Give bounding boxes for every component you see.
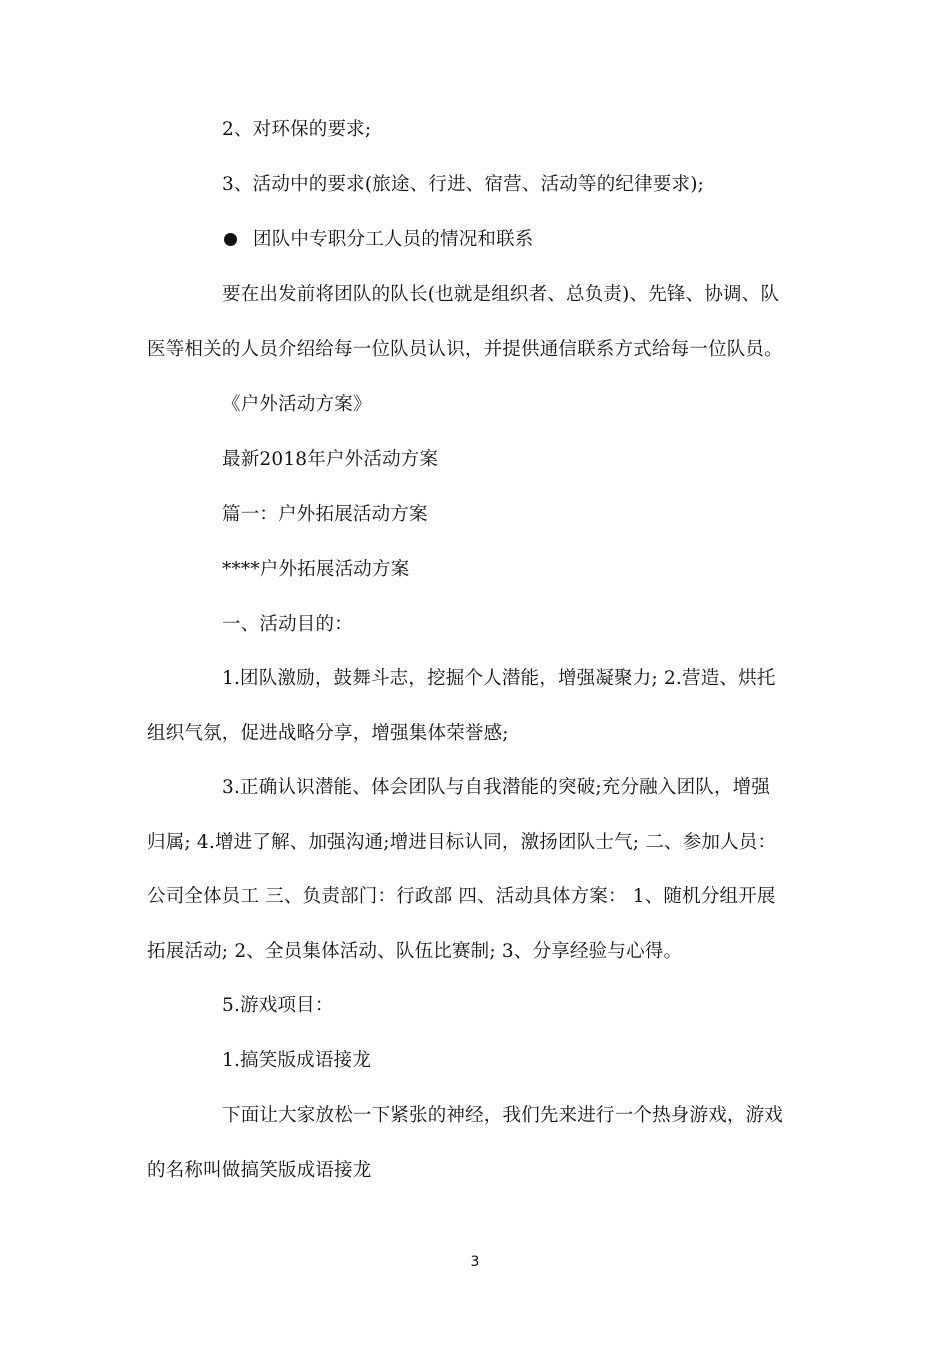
- text-line: 2、对环保的要求;: [222, 119, 372, 140]
- text-line: 篇一：户外拓展活动方案: [222, 504, 428, 525]
- text-line: 拓展活动; 2、全员集体活动、队伍比赛制; 3、分享经验与心得。: [147, 941, 683, 962]
- page-number: 3: [470, 1254, 480, 1270]
- text-line: 组织气氛，促进战略分享，增强集体荣誉感;: [147, 723, 509, 744]
- text-line: 医等相关的人员介绍给每一位队员认识，并提供通信联系方式给每一位队员。: [147, 339, 783, 360]
- text-line: 的名称叫做搞笑版成语接龙: [147, 1160, 372, 1181]
- text-line: 1.团队激励，鼓舞斗志，挖掘个人潜能，增强凝聚力; 2.营造、烘托: [222, 668, 776, 689]
- text-line: 下面让大家放松一下紧张的神经，我们先来进行一个热身游戏，游戏: [222, 1105, 784, 1126]
- text-line: 公司全体员工 三、负责部门：行政部 四、活动具体方案： 1、随机分组开展: [147, 886, 776, 907]
- text-line: 归属; 4.增进了解、加强沟通;增进目标认同，激扬团队士气; 二、参加人员：: [147, 832, 777, 853]
- text-line: 《户外活动方案》: [222, 394, 372, 415]
- text-line: ****户外拓展活动方案: [222, 559, 410, 580]
- text-line: 一、活动目的：: [222, 614, 353, 635]
- text-line: 5.游戏项目：: [222, 995, 334, 1016]
- text-line: 最新2018年户外活动方案: [222, 449, 439, 470]
- text-line: 3、活动中的要求(旅途、行进、宿营、活动等的纪律要求);: [222, 174, 705, 195]
- text-line: 要在出发前将团队的队长(也就是组织者、总负责)、先锋、协调、队: [222, 284, 780, 305]
- text-line: 3.正确认识潜能、体会团队与自我潜能的突破;充分融入团队，增强: [222, 777, 771, 798]
- bullet-heading-text: 团队中专职分工人员的情况和联系: [253, 229, 534, 250]
- bullet-icon: [224, 233, 237, 246]
- bullet-heading: [224, 227, 534, 253]
- text-line: 1.搞笑版成语接龙: [222, 1050, 371, 1071]
